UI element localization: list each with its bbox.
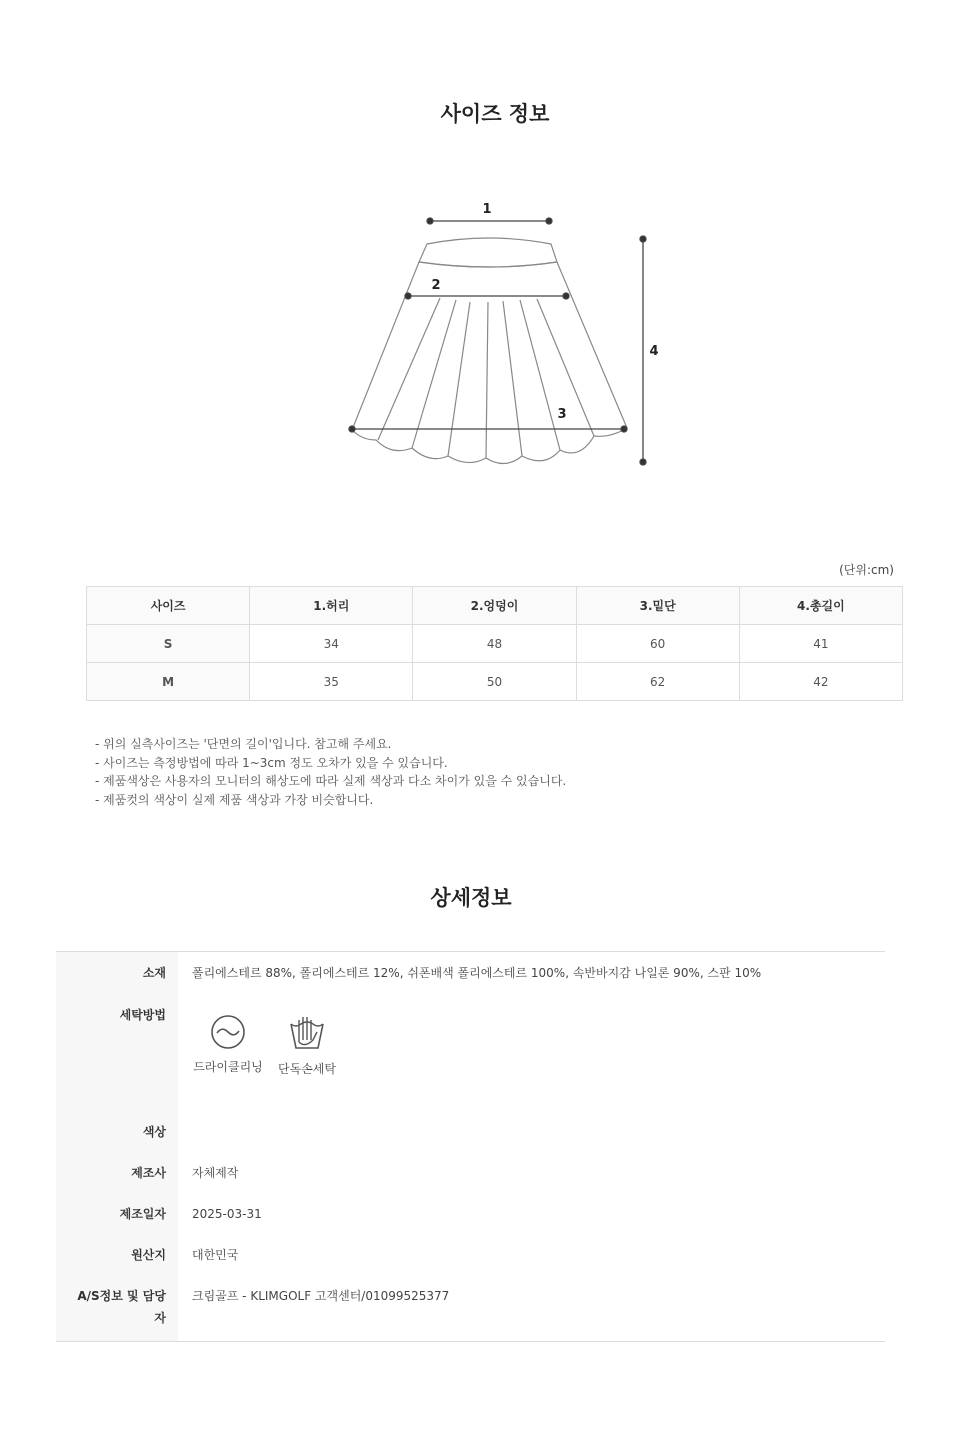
diagram-label-1: 1: [482, 202, 492, 217]
table-row: [87, 663, 903, 701]
diagram-label-3: 3: [557, 407, 567, 422]
diagram-label-2: 2: [431, 278, 441, 293]
unit-label: (단위:cm): [839, 563, 894, 577]
size-table: [86, 586, 903, 701]
wash-item-label: 드라이클리닝: [193, 1060, 263, 1074]
header-cell: 4.총길이: [739, 587, 902, 625]
note-item: - 제품컷의 색상이 실제 제품 색상과 가장 비슷합니다.: [95, 792, 374, 807]
note-item: - 사이즈는 측정방법에 따라 1~3cm 정도 오차가 있을 수 있습니다.: [95, 755, 448, 770]
size-info-title: 사이즈 정보: [440, 102, 550, 126]
origin-label: 원산지: [131, 1248, 166, 1262]
value-cell: 62: [576, 663, 739, 701]
color-label: 색상: [142, 1125, 166, 1139]
header-cell: 2.엉덩이: [413, 587, 576, 625]
table-row: [87, 625, 903, 663]
value-cell: 34: [250, 625, 413, 663]
hand-wash-icon: [287, 1014, 327, 1052]
detail-row-wash: [56, 1004, 885, 1094]
header-cell: 사이즈: [87, 587, 250, 625]
date-value: 2025-03-31: [192, 1207, 262, 1221]
value-cell: 60: [576, 625, 739, 663]
header-cell: 1.허리: [250, 587, 413, 625]
maker-value: 자체제작: [192, 1166, 239, 1180]
skirt-body: [352, 262, 627, 464]
wash-item-label: 단독손세탁: [278, 1062, 336, 1076]
value-cell: 41: [739, 625, 902, 663]
date-label: 제조일자: [119, 1207, 166, 1221]
material-label: 소재: [142, 966, 166, 980]
note-item: - 위의 실측사이즈는 '단면의 길이'입니다. 참고해 주세요.: [95, 737, 392, 751]
detail-info-title: 상세정보: [430, 886, 512, 910]
skirt-size-diagram: [330, 190, 670, 470]
note-item: - 제품색상은 사용자의 모니터의 해상도에 따라 실제 색상과 다소 차이가 있을 수 있습니다.: [95, 774, 567, 788]
value-cell: 48: [413, 625, 576, 663]
maker-label: 제조사: [131, 1166, 166, 1180]
as-label-line2: 자: [154, 1311, 166, 1325]
origin-value: 대한민국: [192, 1248, 239, 1262]
size-notes: [95, 735, 566, 809]
value-cell: 35: [250, 663, 413, 701]
size-cell: M: [87, 663, 250, 701]
as-label: [56, 1285, 166, 1329]
dry-clean-icon: [210, 1014, 246, 1050]
value-cell: 42: [739, 663, 902, 701]
skirt-waistband: [419, 238, 557, 267]
value-cell: 50: [413, 663, 576, 701]
detail-info-table: [56, 951, 885, 1342]
diagram-label-4: 4: [649, 344, 659, 359]
wash-item-dry-clean: [192, 1014, 264, 1075]
size-cell: S: [87, 625, 250, 663]
header-cell: 3.밑단: [576, 587, 739, 625]
wash-item-hand-wash: [274, 1014, 340, 1077]
as-value: 크림골프 - KLIMGOLF 고객센터/01099525377: [192, 1289, 450, 1303]
material-value: 폴리에스테르 88%, 폴리에스테르 12%, 쉬폰배색 폴리에스테르 100%, 속반바지감 나일론 90%, 스판 10%: [192, 966, 762, 980]
size-table-header: [87, 587, 903, 625]
wash-label: 세탁방법: [119, 1008, 166, 1022]
as-label-line1: A/S정보 및 담당: [77, 1289, 166, 1303]
